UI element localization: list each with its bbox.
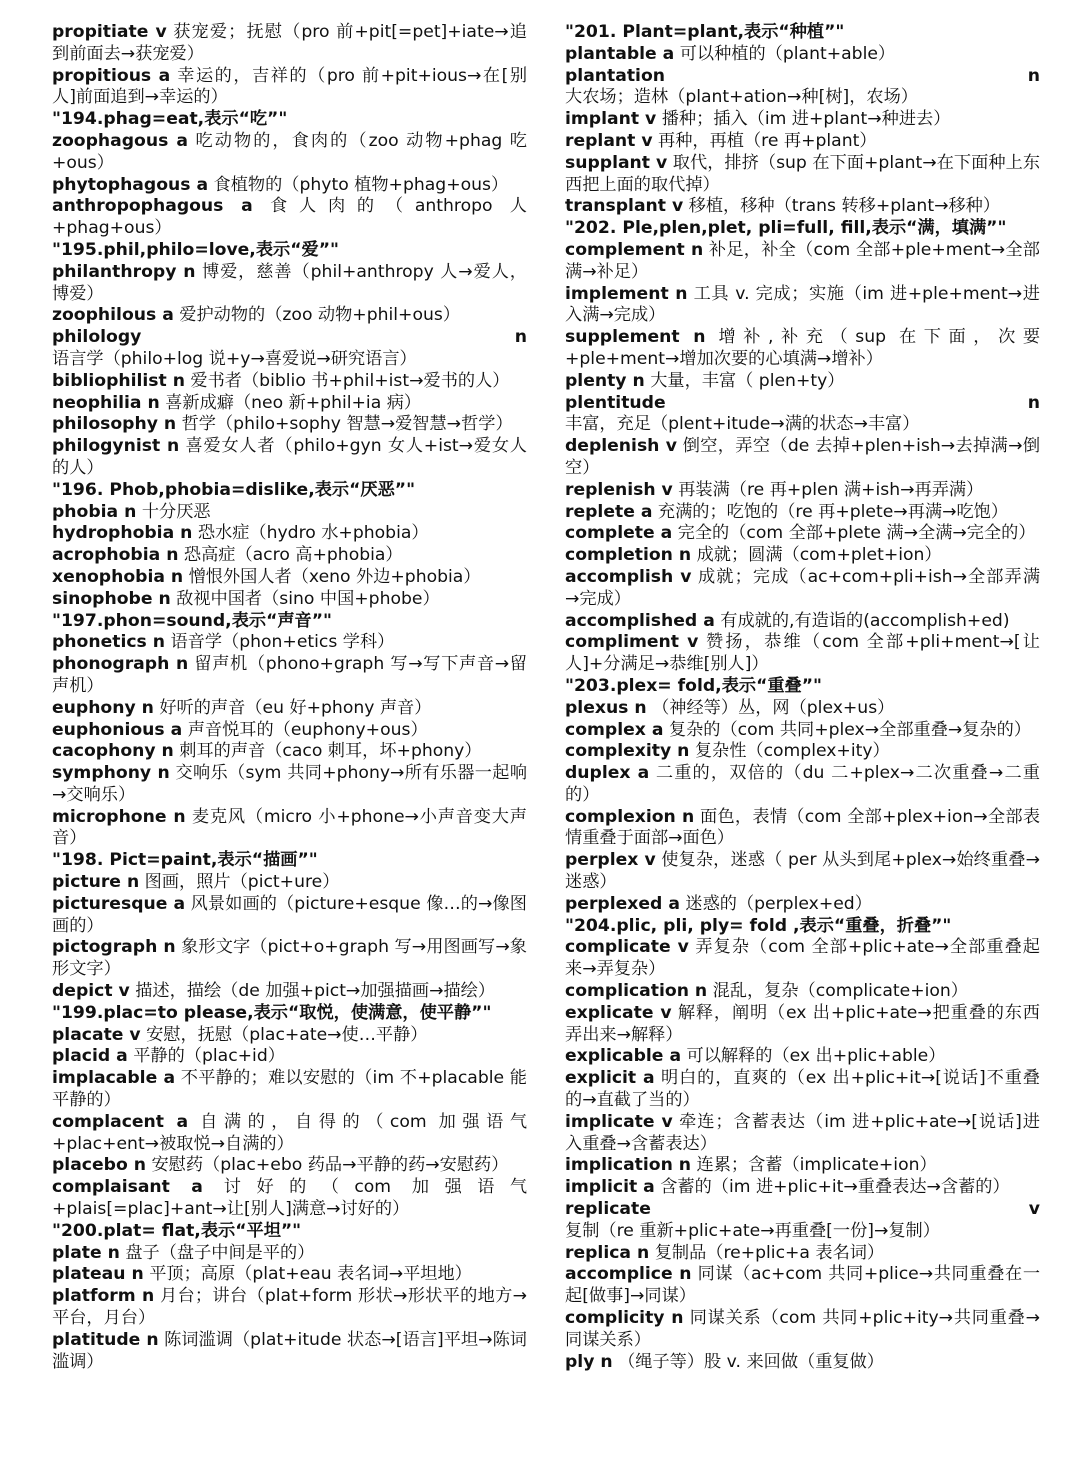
entry-definition: 混乱，复杂（complicate+ion） <box>707 981 968 1002</box>
vocab-entry <box>52 262 527 306</box>
entry-word: implant v <box>565 109 657 130</box>
entry-word: phytophagous a <box>52 174 209 195</box>
entry-word: euphonious a <box>52 719 183 740</box>
root-heading: "199.plac=to please,表示“取悦，使满意，使平静”" <box>52 1002 492 1023</box>
entry-word: platitude n <box>52 1329 159 1350</box>
entry-word: philogynist n <box>52 436 180 457</box>
vocab-entry <box>52 1068 527 1112</box>
vocab-entry <box>565 436 1040 480</box>
vocab-entry <box>52 327 527 371</box>
entry-definition: 大农场；造林（plant+ation→种[树]，农场） <box>565 87 918 108</box>
entry-definition: 十分厌恶 <box>136 501 211 522</box>
entry-definition: 喜新成癖（neo 新+phil+ia 病） <box>159 392 422 413</box>
vocab-entry <box>52 1264 527 1286</box>
vocab-entry <box>565 1199 1040 1243</box>
vocab-entry <box>565 66 1040 110</box>
entry-word: complement n <box>565 239 704 260</box>
entry-definition: 交响乐（sym 共同+phony→所有乐器一起响→交响乐） <box>52 763 528 805</box>
entry-word: ply n <box>565 1351 613 1372</box>
entry-definition: 喜爱女人者（philo+gyn 女人+ist→爱女人的人） <box>52 436 527 478</box>
vocab-entry <box>565 1112 1040 1156</box>
entry-definition: 留声机（phono+graph 写→写下声音→留声机） <box>52 654 527 696</box>
vocab-entry <box>565 153 1040 197</box>
entry-word: depict v <box>52 981 130 1002</box>
vocab-entry <box>52 1243 527 1265</box>
entry-word: placebo n <box>52 1155 146 1176</box>
vocab-entry <box>565 393 1040 437</box>
entry-word: implication n <box>565 1155 692 1176</box>
vocab-entry <box>565 611 1040 633</box>
entry-word: complicity n <box>565 1308 684 1329</box>
vocab-entry <box>565 763 1040 807</box>
entry-definition: 憎恨外国人者（xeno 外边+phobia） <box>183 566 481 587</box>
entry-word: plate n <box>52 1242 120 1263</box>
entry-definition: 有成就的,有造诣的(accomplish+ed) <box>714 610 1010 631</box>
vocab-entry <box>52 545 527 567</box>
entry-word: placate v <box>52 1024 141 1045</box>
entry-word: explicate v <box>565 1002 672 1023</box>
entry-word: picturesque a <box>52 893 186 914</box>
entry-definition: 复制（re 重新+plic+ate→再重叠[一份]→复制） <box>565 1220 940 1241</box>
vocab-entry <box>565 545 1040 567</box>
vocab-entry <box>565 109 1040 131</box>
left-column <box>52 22 527 1470</box>
entry-definition: 明白的，直爽的（ex 出+plic+it→[说话]不重叠的→直截了当的） <box>565 1068 1040 1111</box>
entry-definition: 平静的（plac+id） <box>127 1046 285 1067</box>
root-heading: "198. Pict=paint,表示“描画”" <box>52 850 318 871</box>
vocab-entry <box>565 480 1040 502</box>
entry-definition: 食人肉的（anthropo 人+phag+ous） <box>52 196 527 239</box>
entry-definition: 爱书者（biblio 书+phil+ist→爱书的人） <box>184 370 510 391</box>
entry-word: complication n <box>565 981 708 1002</box>
vocab-entry <box>565 850 1040 894</box>
entry-definition: 移植，移种（trans 转移+plant→移种） <box>683 196 1001 217</box>
vocab-entry <box>52 937 527 981</box>
entry-definition: 讨好的（com 加强语气+plais[=plac]+ant→让[别人]满意→讨好的） <box>52 1177 528 1220</box>
vocab-entry <box>565 1155 1040 1177</box>
vocab-entry <box>52 1330 527 1374</box>
root-heading: "204.plic, pli, ply= fold ,表示“重叠，折叠”" <box>565 915 952 936</box>
vocab-entry <box>52 22 527 66</box>
entry-word: plentitude n <box>565 392 1040 413</box>
root-heading: "202. Ple,plen,plet, pli=full, fill,表示“满，填满”" <box>565 218 1007 239</box>
entry-word: complacent a <box>52 1111 189 1132</box>
entry-word: replant v <box>565 130 653 151</box>
entry-definition: 象形文字（pict+o+graph 写→用图画写→象形文字） <box>52 937 527 980</box>
entry-word: cacophony n <box>52 741 174 762</box>
entry-definition: 图画，照片（pict+ure） <box>139 872 340 893</box>
entry-word: implacable a <box>52 1068 176 1089</box>
root-heading: "203.plex= fold,表示“重叠”" <box>565 675 822 696</box>
vocab-entry <box>565 284 1040 328</box>
vocab-entry <box>565 807 1040 851</box>
entry-definition: 迷惑的（perplex+ed） <box>679 893 872 914</box>
entry-word: explicable a <box>565 1046 682 1067</box>
entry-word: philology n <box>52 327 527 348</box>
entry-word: bibliophilist n <box>52 370 185 391</box>
vocab-entry <box>565 720 1040 742</box>
vocab-entry <box>565 981 1040 1003</box>
vocab-entry <box>565 937 1040 981</box>
vocab-entry <box>52 131 527 175</box>
vocab-entry <box>565 240 1040 284</box>
vocab-entry <box>52 741 527 763</box>
entry-word: complicate v <box>565 937 689 958</box>
entry-word: phonetics n <box>52 632 165 653</box>
entry-definition: 爱护动物的（zoo 动物+phil+ous） <box>173 305 461 326</box>
entry-definition: 恐高症（acro 高+phobia） <box>178 545 403 566</box>
entry-word: deplenish v <box>565 436 677 457</box>
entry-definition: 再装满（re 再+plen 满+ish→再弄满） <box>672 479 984 500</box>
entry-word: phonograph n <box>52 654 189 675</box>
entry-word: plantable a <box>565 43 675 64</box>
entry-definition: 食植物的（phyto 植物+phag+ous） <box>208 174 509 195</box>
entry-definition: 丰富，充足（plent+itude→满的状态→丰富） <box>565 414 920 435</box>
entry-definition: 工具 v. 完成；实施（im 进+ple+ment→进入满→完成） <box>565 283 1040 326</box>
entry-word: duplex a <box>565 763 650 784</box>
entry-definition: 风景如画的（picture+esque 像…的→像图画的） <box>52 893 527 936</box>
entry-word: transplant v <box>565 196 684 217</box>
entry-definition: 语言学（philo+log 说+y→喜爱说→研究语言） <box>52 348 417 369</box>
entry-definition: 复制品（re+plic+a 表名词） <box>649 1242 885 1263</box>
entry-definition: 声音悦耳的（euphony+ous） <box>182 719 428 740</box>
right-column <box>565 22 1040 1470</box>
vocab-entry <box>565 1003 1040 1047</box>
vocab-entry <box>565 632 1040 676</box>
entry-word: complexity n <box>565 741 690 762</box>
entry-word: zoophagous a <box>52 130 188 151</box>
entry-word: picture n <box>52 872 140 893</box>
entry-word: neophilia n <box>52 392 160 413</box>
vocab-entry <box>565 196 1040 218</box>
entry-word: implement n <box>565 283 688 304</box>
entry-word: plantation n <box>565 65 1040 86</box>
entry-word: propitious a <box>52 65 171 86</box>
entry-definition: 倒空，弄空（de 去掉+plen+ish→去掉满→倒空） <box>565 436 1041 478</box>
vocab-entry <box>52 1155 527 1177</box>
vocab-entry <box>52 502 527 524</box>
entry-definition: 安慰，抚慰（plac+ate→使…平静） <box>140 1024 428 1045</box>
root-heading: "201. Plant=plant,表示“种植”" <box>565 22 845 42</box>
root-heading: "197.phon=sound,表示“声音”" <box>52 610 332 631</box>
entry-word: accomplish v <box>565 566 692 587</box>
entry-definition: 成就；圆满（com+plet+ion） <box>691 545 942 566</box>
root-heading: "194.phag=eat,表示“吃”" <box>52 109 288 130</box>
entry-word: xenophobia n <box>52 566 184 587</box>
entry-word: supplant v <box>565 152 668 173</box>
entry-word: acrophobia n <box>52 545 179 566</box>
entry-word: complexion n <box>565 806 695 827</box>
vocab-entry <box>52 414 527 436</box>
entry-word: pictograph n <box>52 937 176 958</box>
vocab-entry <box>565 327 1040 371</box>
entry-definition: 恐水症（hydro 水+phobia） <box>192 523 429 544</box>
entry-word: compliment v <box>565 632 699 653</box>
entry-word: complex a <box>565 719 664 740</box>
entry-definition: 使复杂，迷惑（ per 从头到尾+plex→始终重叠→迷惑） <box>565 850 1041 893</box>
vocab-entry <box>52 720 527 742</box>
entry-word: complete a <box>565 523 673 544</box>
entry-definition: （神经等）丛，网（plex+us） <box>646 697 895 718</box>
entry-word: replenish v <box>565 479 673 500</box>
vocab-entry <box>52 589 527 611</box>
entry-definition: 好听的声音（eu 好+phony 声音） <box>153 697 432 718</box>
vocab-entry <box>565 894 1040 916</box>
entry-word: symphony n <box>52 763 170 784</box>
entry-definition: 同谋关系（com 共同+plic+ity→共同重叠→同谋关系） <box>565 1308 1041 1350</box>
vocab-entry <box>565 741 1040 763</box>
entry-definition: 取代，排挤（sup 在下面+plant→在下面种上东西把上面的取代掉） <box>565 152 1041 195</box>
vocab-entry <box>52 523 527 545</box>
entry-definition: 解释，阐明（ex 出+plic+ate→把重叠的东西弄出来→解释） <box>565 1002 1040 1045</box>
entry-definition: 幸运的，吉祥的（pro 前+pit+ious→在[别人]前面追到→幸运的） <box>52 65 528 108</box>
entry-definition: （绳子等）股 v. 来回做（重复做） <box>612 1351 884 1372</box>
entry-word: implicit a <box>565 1177 655 1198</box>
root-heading: "196. Phob,phobia=dislike,表示“厌恶”" <box>52 479 416 500</box>
vocab-entry <box>52 1112 527 1156</box>
entry-word: placid a <box>52 1046 128 1067</box>
entry-definition: 陈词滥调（plat+itude 状态→[语言]平坦→陈词滥调） <box>52 1329 527 1372</box>
entry-word: propitiate v <box>52 22 167 42</box>
entry-word: replica n <box>565 1242 650 1263</box>
entry-word: accomplice n <box>565 1264 692 1285</box>
entry-word: plateau n <box>52 1264 144 1285</box>
entry-word: implicate v <box>565 1111 673 1132</box>
entry-word: philanthropy n <box>52 261 196 282</box>
entry-word: sinophobe n <box>52 588 171 609</box>
entry-definition: 复杂的（com 共同+plex→全部重叠→复杂的） <box>663 719 1032 740</box>
vocab-entry <box>52 1177 527 1221</box>
entry-definition: 语音学（phon+etics 学科） <box>165 632 395 653</box>
entry-word: plenty n <box>565 370 645 391</box>
entry-definition: 完全的（com 全部+plete 满→全满→完全的） <box>672 523 1036 544</box>
vocab-entry <box>52 1025 527 1047</box>
entry-word: replicate v <box>565 1199 1040 1220</box>
vocab-entry <box>565 1352 1040 1374</box>
entry-definition: 成就；完成（ac+com+pli+ish→全部弄满→完成） <box>565 566 1041 609</box>
vocab-entry <box>565 523 1040 545</box>
entry-definition: 播种；插入（im 进+plant→种进去） <box>656 109 951 130</box>
vocab-entry <box>565 371 1040 393</box>
entry-definition: 面色，表情（com 全部+plex+ion→全部表情重叠于面部→面色） <box>565 806 1041 849</box>
entry-definition: 描述，描绘（de 加强+pict→加强描画→描绘） <box>129 981 496 1002</box>
entry-definition: 再种，再植（re 再+plant） <box>652 130 877 151</box>
entry-definition: 二重的，双倍的（du 二+plex→二次重叠→二重的） <box>565 763 1040 805</box>
entry-definition: 含蓄的（im 进+plic+it→重叠表达→含蓄的） <box>654 1177 1010 1198</box>
entry-definition: 复杂性（complex+ity） <box>689 741 890 762</box>
entry-definition: 连累；含蓄（implicate+ion） <box>691 1155 937 1176</box>
entry-word: complaisant a <box>52 1177 203 1198</box>
vocab-entry <box>52 654 527 698</box>
entry-definition: 充满的；吃饱的（re 再+plete→再满→吃饱） <box>652 501 1009 522</box>
vocab-entry <box>52 763 527 807</box>
vocab-entry <box>52 436 527 480</box>
entry-word: philosophy n <box>52 414 177 435</box>
entry-word: accomplished a <box>565 610 715 631</box>
vocab-entry <box>52 196 527 240</box>
entry-definition: 安慰药（plac+ebo 药品→平静的药→安慰药） <box>145 1155 509 1176</box>
vocab-entry <box>565 1068 1040 1112</box>
vocab-entry <box>52 567 527 589</box>
vocab-entry <box>52 66 527 110</box>
entry-definition: 赞扬，恭维（com 全部+pli+ment→[让人]+分满足→恭维[别人]） <box>565 632 1040 675</box>
entry-word: euphony n <box>52 697 154 718</box>
entry-definition: 自满的，自得的（com 加强语气+plac+ent→被取悦→自满的） <box>52 1111 528 1154</box>
vocab-entry <box>565 567 1040 611</box>
entry-word: platform n <box>52 1286 155 1307</box>
entry-definition: 增补,补充（sup 在下面，次要+ple+ment→增加次要的心填满→增补） <box>565 327 1041 369</box>
entry-definition: 哲学（philo+sophy 智慧→爱智慧→哲学） <box>176 414 513 435</box>
vocab-entry <box>565 698 1040 720</box>
entry-word: hydrophobia n <box>52 523 193 544</box>
vocab-entry <box>52 305 527 327</box>
entry-definition: 吃动物的，食肉的（zoo 动物+phag 吃+ous） <box>52 130 527 173</box>
root-heading: "195.phil,philo=love,表示“爱”" <box>52 239 339 260</box>
vocab-entry <box>52 894 527 938</box>
entry-definition: 补足，补全（com 全部+ple+ment→全部满→补足） <box>565 239 1040 282</box>
entry-word: anthropophagous a <box>52 196 253 217</box>
vocab-entry <box>565 1308 1040 1352</box>
vocab-entry <box>52 632 527 654</box>
vocab-entry <box>565 1177 1040 1199</box>
entry-definition: 麦克风（micro 小+phone→小声音变大声音） <box>52 806 527 849</box>
entry-definition: 博爱，慈善（phil+anthropy 人→爱人，博爱） <box>52 261 527 304</box>
vocab-entry <box>52 371 527 393</box>
entry-definition: 刺耳的声音（caco 刺耳，坏+phony） <box>173 741 482 762</box>
entry-definition: 可以解释的（ex 出+plic+able） <box>681 1046 946 1067</box>
vocab-entry <box>565 44 1040 66</box>
vocab-entry <box>565 131 1040 153</box>
vocab-entry <box>565 1046 1040 1068</box>
entry-definition: 不平静的；难以安慰的（im 不+placable 能平静的） <box>52 1068 527 1111</box>
entry-word: plexus n <box>565 697 647 718</box>
vocab-entry <box>52 872 527 894</box>
vocab-entry <box>52 807 527 851</box>
vocab-entry <box>52 175 527 197</box>
entry-word: microphone n <box>52 806 186 827</box>
entry-definition: 平顶；高原（plat+eau 表名词→平坦地） <box>143 1264 472 1285</box>
entry-word: completion n <box>565 545 692 566</box>
entry-word: zoophilous a <box>52 305 174 326</box>
entry-definition: 可以种植的（plant+able） <box>674 43 896 64</box>
entry-definition: 月台；讲台（plat+form 形状→形状平的地方→平台，月台） <box>52 1286 527 1329</box>
vocab-entry <box>52 1046 527 1068</box>
entry-definition: 弄复杂（com 全部+plic+ate→全部重叠起来→弄复杂） <box>565 937 1040 980</box>
entry-word: explicit a <box>565 1068 655 1089</box>
entry-definition: 大量，丰富（ plen+ty） <box>644 370 845 391</box>
entry-word: supplement n <box>565 327 706 348</box>
vocab-entry <box>565 1264 1040 1308</box>
entry-word: perplex v <box>565 850 656 871</box>
entry-definition: 敌视中国者（sino 中国+phobe） <box>170 588 440 609</box>
entry-definition: 牵连；含蓄表达（im 进+plic+ate→[说话]进入重叠→含蓄表达） <box>565 1111 1040 1154</box>
entry-word: perplexed a <box>565 893 680 914</box>
entry-definition: 同谋（ac+com 共同+plice→共同重叠在一起[做事]→同谋） <box>565 1264 1041 1307</box>
root-heading: "200.plat= flat,表示“平坦”" <box>52 1220 302 1241</box>
entry-word: replete a <box>565 501 653 522</box>
entry-definition: 盘子（盘子中间是平的） <box>119 1242 315 1263</box>
entry-definition: 获宠爱；抚慰（pro 前+pit[=pet]+iate→追到前面去→获宠爱） <box>52 22 527 64</box>
entry-word: phobia n <box>52 501 137 522</box>
vocab-entry <box>52 393 527 415</box>
vocab-entry <box>52 981 527 1003</box>
vocab-entry <box>565 1243 1040 1265</box>
vocab-entry <box>565 502 1040 524</box>
vocab-entry <box>52 698 527 720</box>
vocab-entry <box>52 1286 527 1330</box>
